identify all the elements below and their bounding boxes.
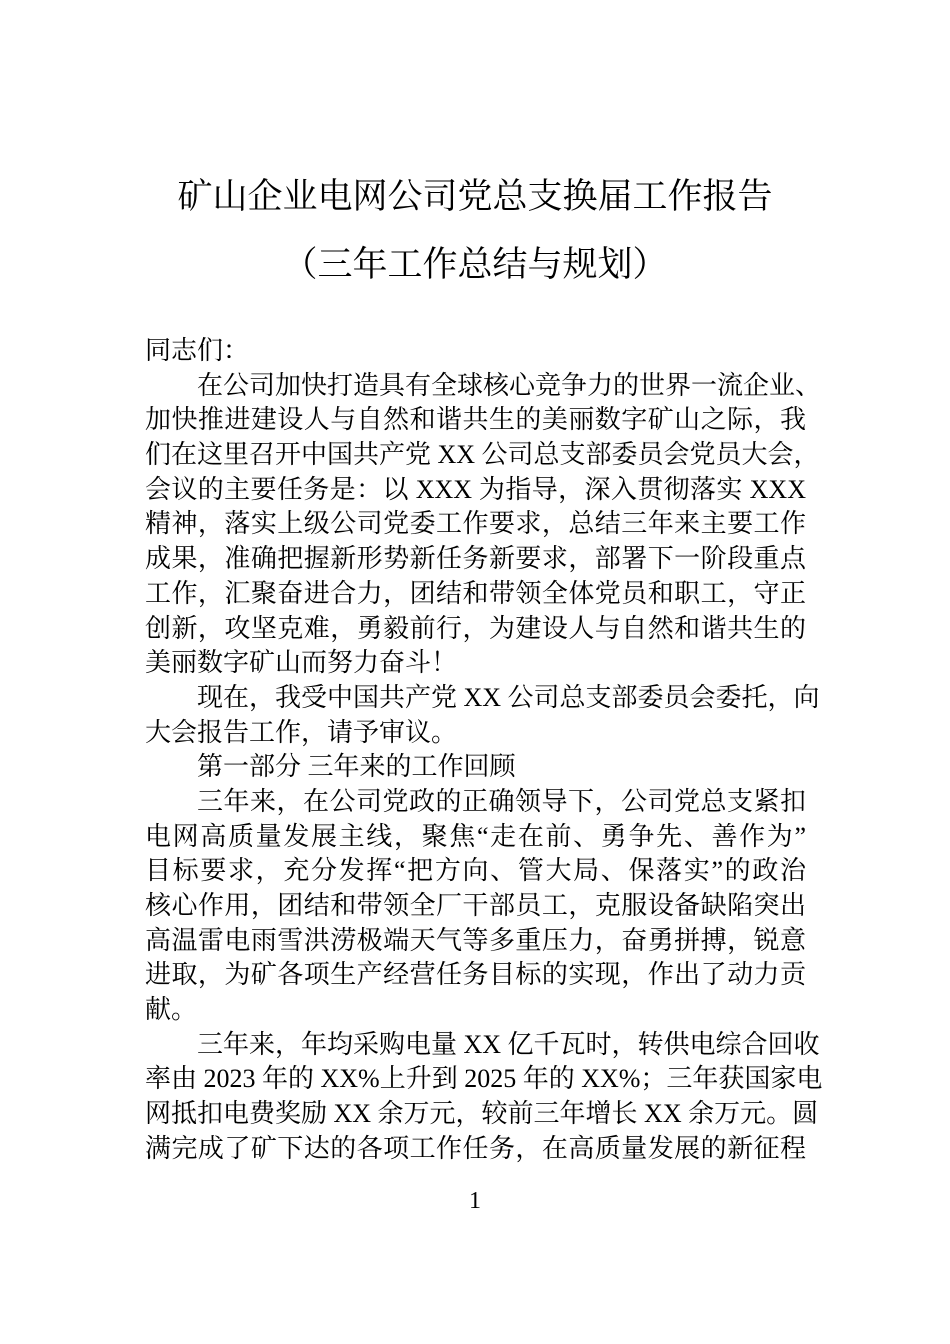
text-line: 核心作用，团结和带领全厂干部员工，克服设备缺陷突出 xyxy=(145,891,806,920)
text-line: 精神，落实上级公司党委工作要求，总结三年来主要工作 xyxy=(145,509,806,539)
paragraph xyxy=(145,1028,823,1167)
page-number: 1 xyxy=(469,1188,481,1214)
document-subtitle: （三年工作总结与规划） xyxy=(282,245,668,284)
document-body xyxy=(145,334,823,1167)
text-line: 第一部分 三年来的工作回顾 xyxy=(197,752,516,782)
text-line: 目标要求，充分发挥“把方向、管大局、保落实”的政治 xyxy=(145,856,806,886)
text-line: 网抵扣电费奖励 XX 余万元，较前三年增长 XX 余万元。圆 xyxy=(145,1099,819,1129)
text-line: 美丽数字矿山而努力奋斗！ xyxy=(145,648,458,678)
text-line: 三年来，年均采购电量 XX 亿千瓦时，转供电综合回收 xyxy=(197,1029,820,1059)
paragraph xyxy=(145,750,806,785)
text-line: 工作，汇聚奋进合力，团结和带领全体党员和职工，守正 xyxy=(145,578,806,608)
paragraph xyxy=(145,785,806,1028)
text-line: 高温雷电雨雪洪涝极端天气等多重压力，奋勇拼搏，锐意 xyxy=(145,925,806,955)
text-line: 满完成了矿下达的各项工作任务，在高质量发展的新征程 xyxy=(145,1133,806,1163)
text-line: 率由 2023 年的 XX%上升到 2025 年的 XX%；三年获国家电 xyxy=(145,1064,823,1094)
text-line: 们在这里召开中国共产党 XX 公司总支部委员会党员大会， xyxy=(145,440,820,470)
text-line: 会议的主要任务是：以 XXX 为指导，深入贯彻落实 XXX xyxy=(145,474,806,504)
text-line: 创新，攻坚克难，勇毅前行，为建设人与自然和谐共生的 xyxy=(145,613,806,643)
text-line: 电网高质量发展主线，聚焦“走在前、勇争先、善作为” xyxy=(145,821,806,851)
document-title: 矿山企业电网公司党总支换届工作报告 xyxy=(177,177,773,216)
text-line: 成果，准确把握新形势新任务新要求，部署下一阶段重点 xyxy=(145,544,806,574)
paragraph xyxy=(145,334,806,369)
paragraph xyxy=(145,681,820,750)
text-line: 三年来，在公司党政的正确领导下，公司党总支紧扣 xyxy=(197,786,806,816)
text-line: 献。 xyxy=(145,995,198,1025)
paragraph xyxy=(145,369,822,681)
text-line: 同志们： xyxy=(145,336,250,365)
text-line: 进取，为矿各项生产经营任务目标的实现，作出了动力贡 xyxy=(145,960,806,990)
text-line: 加快推进建设人与自然和谐共生的美丽数字矿山之际，我 xyxy=(145,405,806,435)
text-line: 大会报告工作，请予审议。 xyxy=(145,717,458,747)
text-line: 现在，我受中国共产党 XX 公司总支部委员会委托，向 xyxy=(197,682,820,712)
text-line: 在公司加快打造具有全球核心竞争力的世界一流企业、 xyxy=(197,370,822,400)
